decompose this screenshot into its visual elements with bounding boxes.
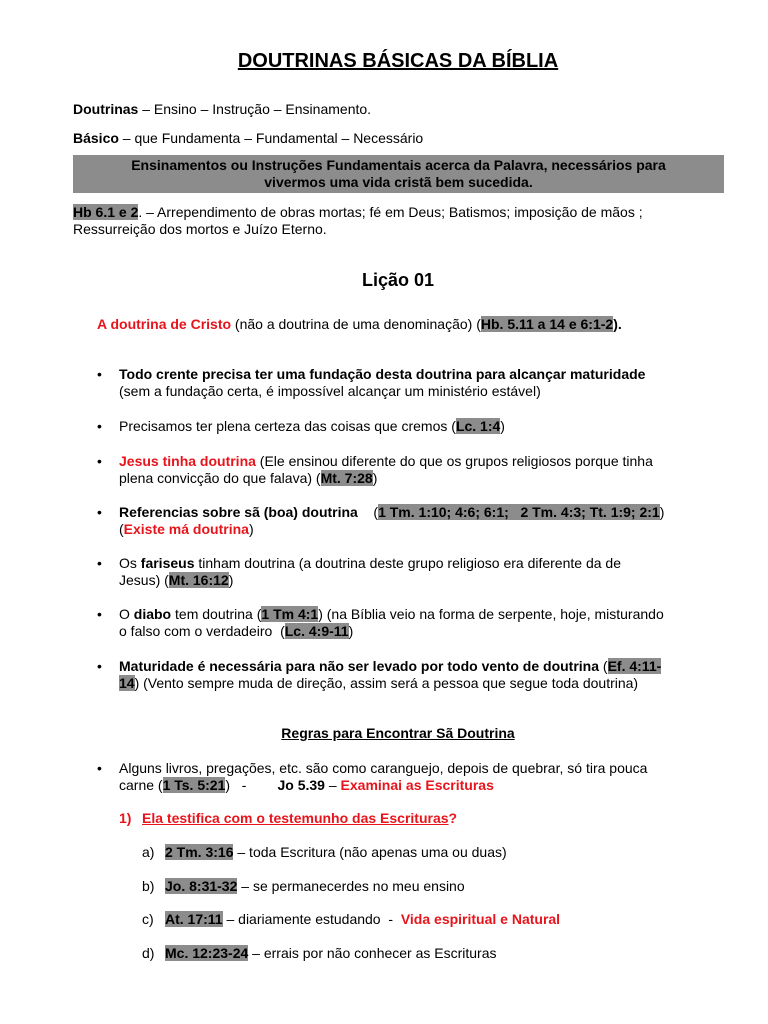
item-text: ) -	[225, 777, 278, 793]
bullet-dot: •	[97, 760, 102, 776]
item-bold: Maturidade é necessária para não ser levado por todo vento de doutrina	[119, 658, 600, 674]
intro-text: (não a doutrina de uma denominação) (	[231, 316, 481, 332]
sub-item-label: d)	[142, 945, 155, 961]
numbered-item	[119, 810, 131, 827]
item-text: (Ele ensinou diferente do que os grupos religiosos porque tinha	[255, 453, 653, 469]
item-text: Jesus) (	[119, 572, 169, 588]
scripture-ref: 14	[119, 675, 135, 691]
item-text: (sem a fundação certa, é impossível alcançar um ministério estável)	[119, 383, 541, 399]
scripture-ref: Ef. 4:11-	[607, 658, 662, 674]
definition-doutrinas	[73, 101, 728, 118]
list-item	[119, 658, 729, 692]
scripture-ref: 2 Tm. 3:16	[165, 844, 234, 860]
scripture-ref: 1 Tm 4:1	[261, 606, 319, 622]
item-text: – diariamente estudando -	[222, 911, 401, 927]
item-number: 1)	[119, 810, 132, 826]
item-text: )	[659, 504, 665, 520]
highlight-box	[73, 155, 724, 193]
scripture-ref: Hb 6.1 e 2	[73, 204, 139, 220]
item-text: Alguns livros, pregações, etc. são como caranguejo, depois de quebrar, só tira pouca	[119, 760, 648, 776]
list-item	[119, 760, 729, 794]
scripture-ref: Lc. 1:4	[455, 418, 501, 434]
intro-end: ).	[613, 316, 622, 332]
numbered-item-text	[142, 810, 457, 827]
item-text: )	[372, 470, 378, 486]
item-text: (	[119, 521, 124, 537]
item-red: ?	[448, 810, 458, 826]
sub-item	[165, 911, 560, 928]
sub-item-label: c)	[142, 911, 154, 927]
scripture-ref: Mc. 12:23-24	[165, 945, 249, 961]
sub-item	[165, 844, 507, 861]
definition-text: – que Fundamenta – Fundamental – Necessário	[118, 130, 424, 146]
definition-text: – Ensino – Instrução – Ensinamento.	[138, 101, 372, 117]
item-text: – toda Escritura (não apenas uma ou duas)	[233, 844, 507, 860]
item-red: Jesus tinha doutrina	[119, 453, 256, 469]
scripture-ref: 1 Tm. 1:10; 4:6; 6:1; 2 Tm. 4:3; Tt. 1:9; 2:1	[378, 504, 660, 520]
scripture-ref: 1 Ts. 5:21	[162, 777, 226, 793]
item-text: –	[324, 777, 341, 793]
rules-heading: Regras para Encontrar Sã Doutrina	[281, 725, 515, 741]
bullet-dot: •	[97, 453, 102, 469]
item-text: O	[119, 606, 134, 622]
highlight-line: Ensinamentos ou Instruções Fundamentais acerca da Palavra, necessários para	[131, 157, 666, 173]
hebrews-paragraph	[73, 204, 728, 238]
scripture-ref: At. 17:11	[165, 911, 223, 927]
definition-basico	[73, 130, 728, 147]
list-item	[119, 453, 729, 487]
scripture-ref: Mt. 7:28	[320, 470, 373, 486]
item-text: o falso com o verdadeiro (	[119, 623, 285, 639]
sub-item-label: a)	[142, 844, 155, 860]
item-text: tinham doutrina (a doutrina deste grupo religioso era diferente da de	[194, 555, 621, 571]
bullet-dot: •	[97, 504, 102, 520]
paragraph-text: Ressurreição dos mortos e Juízo Eterno.	[73, 221, 327, 237]
item-text: ) (Vento sempre muda de direção, assim será a pessoa que segue toda doutrina)	[134, 675, 639, 691]
sub-item-label: b)	[142, 878, 155, 894]
item-text: (	[599, 658, 608, 674]
intro-red-text: A doutrina de Cristo	[97, 316, 232, 332]
term: Doutrinas	[73, 101, 139, 117]
item-bold: fariseus	[140, 555, 195, 571]
item-bold: Referencias sobre sã (boa) doutrina	[119, 504, 358, 520]
scripture-ref: Jo 5.39	[277, 777, 325, 793]
item-bold: diabo	[133, 606, 172, 622]
scripture-ref: Mt. 16:12	[168, 572, 229, 588]
list-item	[119, 606, 729, 640]
item-text: (	[357, 504, 379, 520]
bullet-dot: •	[97, 658, 102, 674]
paragraph-text: . – Arrependimento de obras mortas; fé em Deus; Batismos; imposição de mãos ;	[138, 204, 643, 220]
item-text: Os	[119, 555, 141, 571]
term: Básico	[73, 130, 119, 146]
bullet-dot: •	[97, 555, 102, 571]
list-item	[119, 504, 729, 538]
sub-item	[165, 878, 465, 895]
item-bold: Todo crente precisa ter uma fundação desta doutrina para alcançar maturidade	[119, 366, 646, 382]
item-text: tem doutrina (	[171, 606, 262, 622]
sub-item	[165, 945, 497, 962]
page-title: DOUTRINAS BÁSICAS DA BÍBLIA	[237, 50, 559, 72]
bullet-dot: •	[97, 366, 102, 382]
scripture-ref: Lc. 4:9-11	[284, 623, 349, 639]
item-text: )	[500, 418, 505, 434]
item-text: carne (	[119, 777, 163, 793]
item-text: – se permanecerdes no meu ensino	[237, 878, 465, 894]
scripture-ref: Hb. 5.11 a 14 e 6:1-2	[480, 316, 614, 332]
item-red: Examinai as Escrituras	[340, 777, 494, 793]
item-text: )	[348, 623, 354, 639]
item-text: – errais por não conhecer as Escrituras	[248, 945, 497, 961]
item-red: Existe má doutrina	[123, 521, 249, 537]
item-red: Vida espiritual e Natural	[400, 911, 561, 927]
item-text: )	[228, 572, 234, 588]
item-text: Precisamos ter plena certeza das coisas que cremos (	[119, 418, 456, 434]
item-red: Ela testifica com o testemunho das Escrituras	[142, 810, 449, 826]
bullet-dot: •	[97, 418, 102, 434]
highlight-line: vivermos uma vida cristã bem sucedida.	[264, 174, 533, 190]
item-text: )	[248, 521, 254, 537]
lesson-intro	[97, 316, 737, 333]
list-item	[119, 366, 729, 400]
item-text: ) (na Bíblia veio na forma de serpente, hoje, misturando	[318, 606, 664, 622]
list-item	[119, 418, 729, 435]
bullet-dot: •	[97, 606, 102, 622]
list-item	[119, 555, 729, 589]
item-text: plena convicção do que falava) (	[119, 470, 321, 486]
scripture-ref: Jo. 8:31-32	[165, 878, 238, 894]
lesson-title: Lição 01	[361, 270, 435, 290]
